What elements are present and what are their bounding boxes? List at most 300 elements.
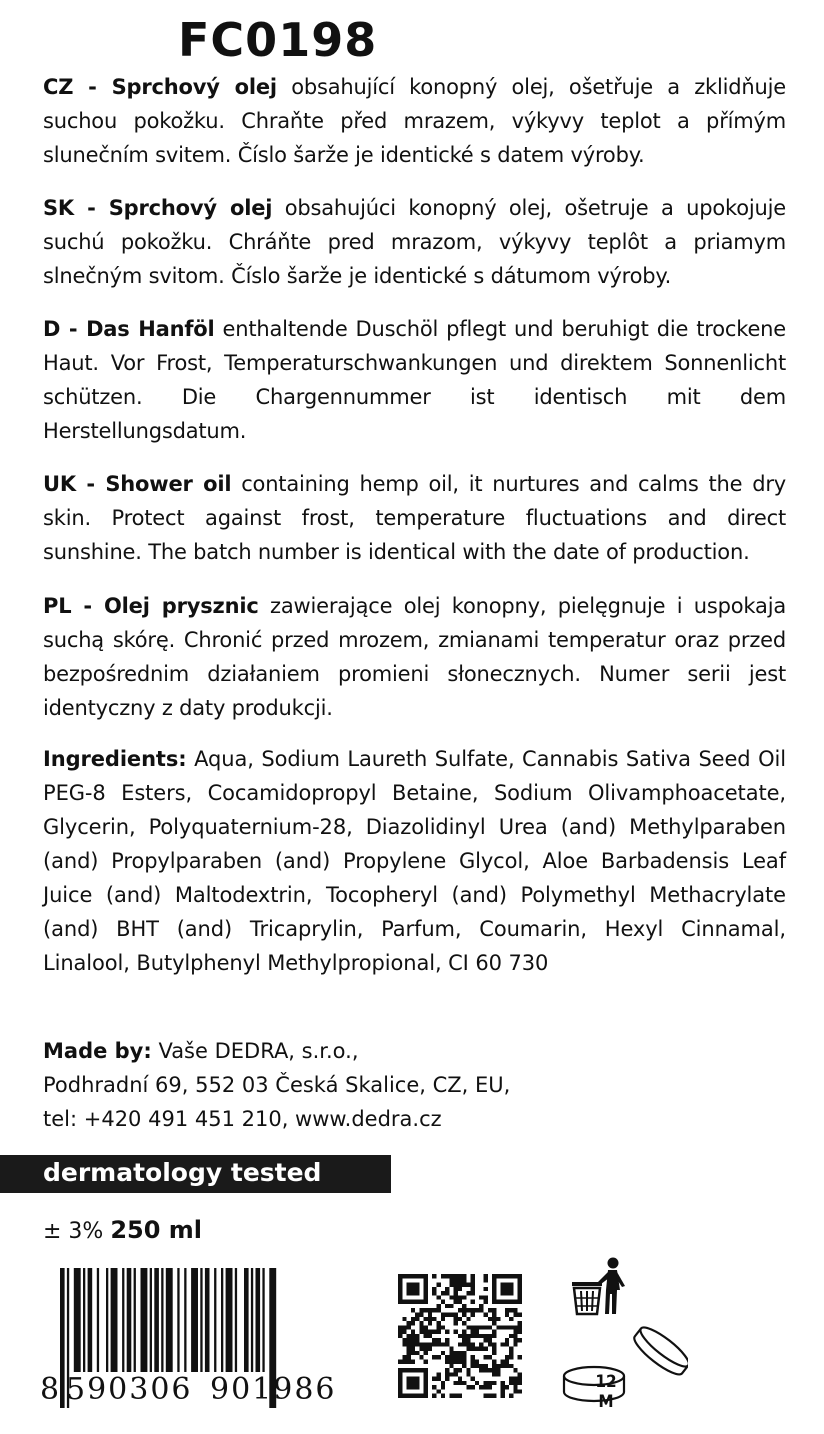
qr-module xyxy=(432,1342,436,1346)
barcode-bar xyxy=(106,1268,108,1372)
qr-finder-module xyxy=(424,1274,428,1278)
pao-label: 12 M xyxy=(595,1372,617,1412)
qr-module xyxy=(479,1334,483,1338)
qr-finder-module xyxy=(411,1300,415,1304)
qr-module xyxy=(454,1360,458,1364)
qr-module xyxy=(454,1312,458,1316)
qr-module xyxy=(466,1317,470,1321)
qr-module xyxy=(411,1360,415,1364)
qr-module xyxy=(509,1355,513,1359)
qr-module xyxy=(509,1334,513,1338)
qr-finder-module xyxy=(407,1291,411,1295)
qr-finder-module xyxy=(402,1300,406,1304)
qr-module xyxy=(518,1355,522,1359)
qr-module xyxy=(445,1342,449,1346)
qr-module xyxy=(484,1287,488,1291)
qr-finder-module xyxy=(518,1295,522,1299)
qr-module xyxy=(411,1334,415,1338)
qr-module xyxy=(441,1351,445,1355)
qr-finder-module xyxy=(424,1385,428,1389)
qr-finder-module xyxy=(402,1368,406,1372)
qr-module xyxy=(471,1325,475,1329)
qr-module xyxy=(513,1385,517,1389)
paragraph-sk xyxy=(43,191,786,293)
qr-module xyxy=(398,1325,402,1329)
qr-module xyxy=(496,1325,500,1329)
qr-module xyxy=(513,1330,517,1334)
barcode-bar xyxy=(74,1268,81,1372)
paragraph-uk-text: containing hemp oil, it nurtures and calms the dry skin. Protect against frost, temperature fluctuations and direct sunshine. The batch number is identical with the date of production. xyxy=(43,472,786,564)
qr-finder-module xyxy=(424,1368,428,1372)
qr-module xyxy=(436,1389,440,1393)
qr-module xyxy=(492,1394,496,1398)
qr-module xyxy=(492,1351,496,1355)
qr-module xyxy=(458,1368,462,1372)
qr-finder-module xyxy=(424,1381,428,1385)
qr-finder-module xyxy=(411,1274,415,1278)
qr-module xyxy=(492,1312,496,1316)
barcode-bar xyxy=(244,1268,249,1372)
qr-finder-module xyxy=(492,1283,496,1287)
qr-module xyxy=(513,1368,517,1372)
qr-module xyxy=(492,1368,496,1372)
qr-module xyxy=(436,1295,440,1299)
qr-module xyxy=(449,1274,453,1278)
qr-module xyxy=(518,1325,522,1329)
qr-module xyxy=(466,1283,470,1287)
qr-module xyxy=(407,1321,411,1325)
qr-module xyxy=(428,1347,432,1351)
qr-module xyxy=(454,1295,458,1299)
qr-module xyxy=(436,1330,440,1334)
paragraph-pl-lead: PL - Olej prysznic xyxy=(43,594,259,618)
qr-finder-module xyxy=(407,1381,411,1385)
qr-finder-module xyxy=(407,1394,411,1398)
qr-module xyxy=(454,1291,458,1295)
qr-module xyxy=(513,1342,517,1346)
qr-module xyxy=(428,1342,432,1346)
volume-line xyxy=(43,1212,202,1250)
qr-finder-module xyxy=(419,1394,423,1398)
qr-module xyxy=(471,1291,475,1295)
qr-finder-module xyxy=(415,1291,419,1295)
product-code: FC0198 xyxy=(178,13,378,67)
qr-module xyxy=(458,1394,462,1398)
qr-module xyxy=(471,1347,475,1351)
qr-module xyxy=(407,1360,411,1364)
qr-module xyxy=(471,1283,475,1287)
qr-module xyxy=(488,1394,492,1398)
qr-module xyxy=(462,1355,466,1359)
qr-module xyxy=(475,1308,479,1312)
qr-module xyxy=(501,1394,505,1398)
qr-module xyxy=(513,1312,517,1316)
qr-finder-module xyxy=(411,1381,415,1385)
qr-module xyxy=(432,1355,436,1359)
qr-module xyxy=(505,1308,509,1312)
qr-module xyxy=(415,1312,419,1316)
qr-finder-module xyxy=(398,1295,402,1299)
qr-finder-module xyxy=(501,1274,505,1278)
manufacturer-lead: Made by: xyxy=(43,1039,152,1063)
qr-finder-module xyxy=(407,1283,411,1287)
qr-module xyxy=(505,1355,509,1359)
dermatology-badge-text: dermatology tested xyxy=(43,1158,322,1187)
barcode-bar xyxy=(251,1268,253,1372)
paragraph-cz xyxy=(43,70,786,172)
qr-module xyxy=(415,1342,419,1346)
qr-module xyxy=(432,1377,436,1381)
qr-finder-module xyxy=(398,1291,402,1295)
barcode-bar xyxy=(83,1268,85,1372)
qr-module xyxy=(475,1360,479,1364)
qr-finder-module xyxy=(407,1274,411,1278)
qr-module xyxy=(505,1325,509,1329)
qr-module xyxy=(411,1308,415,1312)
qr-module xyxy=(441,1385,445,1389)
qr-module xyxy=(496,1364,500,1368)
barcode-first-digit: 8 xyxy=(40,1372,62,1407)
qr-module xyxy=(462,1351,466,1355)
qr-module xyxy=(462,1360,466,1364)
qr-module xyxy=(415,1338,419,1342)
qr-module xyxy=(475,1364,479,1368)
qr-module xyxy=(466,1325,470,1329)
qr-finder-module xyxy=(492,1287,496,1291)
qr-module xyxy=(492,1330,496,1334)
qr-module xyxy=(505,1312,509,1316)
qr-module xyxy=(492,1381,496,1385)
qr-module xyxy=(402,1338,406,1342)
qr-module xyxy=(492,1347,496,1351)
qr-module xyxy=(505,1338,509,1342)
qr-module xyxy=(454,1368,458,1372)
qr-finder-module xyxy=(509,1291,513,1295)
qr-module xyxy=(441,1342,445,1346)
qr-module xyxy=(488,1342,492,1346)
qr-finder-module xyxy=(415,1385,419,1389)
paragraph-uk xyxy=(43,467,786,569)
qr-module xyxy=(419,1312,423,1316)
qr-module xyxy=(454,1317,458,1321)
qr-module xyxy=(436,1355,440,1359)
qr-module xyxy=(441,1274,445,1278)
qr-module xyxy=(411,1338,415,1342)
qr-module xyxy=(479,1304,483,1308)
qr-finder-module xyxy=(424,1394,428,1398)
qr-module xyxy=(445,1304,449,1308)
barcode-bar xyxy=(226,1268,233,1372)
qr-finder-module xyxy=(407,1300,411,1304)
qr-module xyxy=(419,1342,423,1346)
qr-module xyxy=(484,1334,488,1338)
qr-module xyxy=(449,1312,453,1316)
qr-module xyxy=(471,1342,475,1346)
qr-module xyxy=(505,1364,509,1368)
qr-finder-module xyxy=(518,1283,522,1287)
qr-module xyxy=(445,1368,449,1372)
qr-finder-module xyxy=(415,1368,419,1372)
qr-module xyxy=(501,1364,505,1368)
qr-module xyxy=(441,1394,445,1398)
qr-module xyxy=(411,1321,415,1325)
qr-module xyxy=(428,1308,432,1312)
qr-module xyxy=(458,1351,462,1355)
qr-finder-module xyxy=(424,1287,428,1291)
qr-finder-module xyxy=(402,1394,406,1398)
qr-module xyxy=(479,1347,483,1351)
qr-finder-module xyxy=(501,1283,505,1287)
qr-module xyxy=(462,1274,466,1278)
qr-finder-module xyxy=(496,1274,500,1278)
qr-finder-module xyxy=(501,1287,505,1291)
qr-finder-module xyxy=(398,1372,402,1376)
tidy-man-bin-icon xyxy=(570,1256,630,1318)
qr-finder-module xyxy=(505,1300,509,1304)
qr-finder-module xyxy=(501,1291,505,1295)
qr-finder-module xyxy=(415,1381,419,1385)
qr-finder-module xyxy=(398,1274,402,1278)
qr-module xyxy=(484,1347,488,1351)
qr-module xyxy=(458,1283,462,1287)
ingredients-text: Aqua, Sodium Laureth Sulfate, Cannabis Sativa Seed Oil PEG-8 Esters, Cocamidopropyl Betaine, Sodium Olivamphoacetate, Glycerin, Polyquaternium-28, Diazolidinyl Urea (and) Methylparaben (and) Propylparaben (and) Propylene Glycol, Aloe Barbadensis Leaf Juice (and) Maltodextrin, Tocopheryl (and) Polymethyl Methacrylate (and) BHT (and) Tricaprylin, Parfum, Coumarin, Hexyl Cinnamal, Linalool, Butylphenyl Methylpropional, CI 60 730 xyxy=(43,747,786,975)
qr-module xyxy=(419,1321,423,1325)
qr-finder-module xyxy=(505,1291,509,1295)
qr-module xyxy=(509,1351,513,1355)
qr-module xyxy=(492,1317,496,1321)
qr-module xyxy=(492,1334,496,1338)
qr-finder-module xyxy=(509,1300,513,1304)
qr-finder-module xyxy=(419,1368,423,1372)
qr-finder-module xyxy=(407,1377,411,1381)
qr-module xyxy=(432,1385,436,1389)
barcode-bar xyxy=(177,1268,179,1372)
qr-module xyxy=(454,1372,458,1376)
qr-module xyxy=(458,1317,462,1321)
qr-module xyxy=(462,1330,466,1334)
qr-module xyxy=(471,1377,475,1381)
qr-module xyxy=(398,1360,402,1364)
qr-module xyxy=(449,1394,453,1398)
qr-finder-module xyxy=(415,1394,419,1398)
qr-module xyxy=(445,1360,449,1364)
qr-finder-module xyxy=(501,1300,505,1304)
qr-module xyxy=(484,1300,488,1304)
qr-module xyxy=(458,1295,462,1299)
qr-module xyxy=(449,1347,453,1351)
qr-finder-module xyxy=(407,1368,411,1372)
barcode-bar xyxy=(97,1268,99,1372)
barcode-bar xyxy=(111,1268,118,1372)
qr-finder-module xyxy=(398,1368,402,1372)
qr-module xyxy=(492,1308,496,1312)
qr-finder-module xyxy=(411,1385,415,1389)
qr-module xyxy=(488,1334,492,1338)
barcode-bar xyxy=(205,1268,210,1372)
barcode-bar xyxy=(221,1268,223,1372)
qr-module xyxy=(471,1385,475,1389)
qr-module xyxy=(454,1330,458,1334)
qr-module xyxy=(454,1381,458,1385)
qr-module xyxy=(466,1308,470,1312)
qr-module xyxy=(445,1287,449,1291)
qr-module xyxy=(466,1347,470,1351)
qr-module xyxy=(428,1321,432,1325)
qr-module xyxy=(462,1304,466,1308)
qr-module xyxy=(424,1330,428,1334)
qr-module xyxy=(518,1377,522,1381)
qr-module xyxy=(484,1338,488,1342)
qr-module xyxy=(488,1381,492,1385)
qr-module xyxy=(458,1300,462,1304)
qr-finder-module xyxy=(398,1389,402,1393)
qr-module xyxy=(484,1364,488,1368)
qr-finder-module xyxy=(518,1291,522,1295)
qr-module xyxy=(484,1385,488,1389)
qr-finder-module xyxy=(513,1274,517,1278)
qr-finder-module xyxy=(424,1291,428,1295)
qr-module xyxy=(419,1308,423,1312)
qr-module xyxy=(492,1372,496,1376)
qr-module xyxy=(419,1330,423,1334)
qr-module xyxy=(419,1355,423,1359)
qr-module xyxy=(475,1334,479,1338)
qr-module xyxy=(513,1377,517,1381)
qr-module xyxy=(518,1330,522,1334)
qr-module xyxy=(445,1355,449,1359)
barcode-bar xyxy=(122,1268,124,1372)
qr-module xyxy=(518,1312,522,1316)
manufacturer-name: Vaše DEDRA, s.r.o., xyxy=(151,1039,359,1063)
qr-finder-module xyxy=(509,1283,513,1287)
qr-module xyxy=(424,1351,428,1355)
paragraph-de-lead: D - Das Hanföl xyxy=(43,317,215,341)
qr-module xyxy=(441,1300,445,1304)
qr-module xyxy=(458,1278,462,1282)
qr-module xyxy=(466,1372,470,1376)
qr-module xyxy=(445,1338,449,1342)
qr-module xyxy=(513,1389,517,1393)
qr-module xyxy=(454,1394,458,1398)
qr-finder-module xyxy=(407,1385,411,1389)
qr-module xyxy=(436,1283,440,1287)
qr-module xyxy=(458,1377,462,1381)
paragraph-de-text: enthaltende Duschöl pflegt und beruhigt die trockene Haut. Vor Frost, Temperaturschwankungen und direktem Sonnenlicht schützen. Die Chargennummer ist identisch mit dem Herstellungsdatum. xyxy=(43,317,787,443)
qr-module xyxy=(462,1364,466,1368)
qr-module xyxy=(407,1334,411,1338)
qr-finder-module xyxy=(424,1283,428,1287)
qr-module xyxy=(509,1364,513,1368)
qr-module xyxy=(454,1283,458,1287)
qr-finder-module xyxy=(492,1295,496,1299)
qr-module xyxy=(484,1368,488,1372)
qr-finder-module xyxy=(419,1300,423,1304)
barcode-bar xyxy=(256,1268,261,1372)
qr-module xyxy=(496,1372,500,1376)
qr-module xyxy=(484,1312,488,1316)
qr-module xyxy=(407,1325,411,1329)
qr-module xyxy=(471,1364,475,1368)
qr-module xyxy=(428,1317,432,1321)
qr-module xyxy=(428,1330,432,1334)
qr-module xyxy=(432,1338,436,1342)
qr-module xyxy=(505,1385,509,1389)
qr-module xyxy=(445,1377,449,1381)
qr-module xyxy=(509,1377,513,1381)
qr-module xyxy=(458,1381,462,1385)
qr-module xyxy=(432,1274,436,1278)
qr-module xyxy=(407,1351,411,1355)
paragraph-uk-lead: UK - Shower oil xyxy=(43,472,232,496)
qr-module xyxy=(398,1334,402,1338)
qr-module xyxy=(436,1325,440,1329)
qr-finder-module xyxy=(492,1291,496,1295)
qr-module xyxy=(436,1342,440,1346)
qr-module xyxy=(436,1372,440,1376)
qr-finder-module xyxy=(419,1274,423,1278)
qr-module xyxy=(518,1389,522,1393)
qr-module xyxy=(454,1300,458,1304)
qr-module xyxy=(436,1308,440,1312)
qr-module xyxy=(441,1291,445,1295)
qr-module xyxy=(475,1330,479,1334)
qr-finder-module xyxy=(496,1300,500,1304)
qr-finder-module xyxy=(398,1394,402,1398)
barcode-bar xyxy=(184,1268,186,1372)
qr-module xyxy=(419,1325,423,1329)
qr-module xyxy=(479,1364,483,1368)
qr-module xyxy=(449,1304,453,1308)
barcode-bar xyxy=(161,1268,163,1372)
qr-module xyxy=(415,1317,419,1321)
volume-amount: 250 ml xyxy=(110,1216,203,1244)
qr-module xyxy=(449,1295,453,1299)
qr-module xyxy=(445,1312,449,1316)
ingredients-paragraph xyxy=(43,742,786,980)
qr-module xyxy=(436,1338,440,1342)
barcode-bar xyxy=(154,1268,159,1372)
qr-module xyxy=(492,1321,496,1325)
qr-finder-module xyxy=(424,1372,428,1376)
qr-module xyxy=(432,1291,436,1295)
qr-module xyxy=(411,1330,415,1334)
qr-finder-module xyxy=(398,1385,402,1389)
qr-module xyxy=(402,1317,406,1321)
paragraph-cz-text: obsahující konopný olej, ošetřuje a zklidňuje suchou pokožku. Chraňte před mrazem, výkyvy teplot a přímým slunečním svitem. Číslo šarže je identické s datem výroby. xyxy=(43,75,786,167)
qr-module xyxy=(424,1325,428,1329)
paragraph-sk-text: obsahujúci konopný olej, ošetruje a upokojuje suchú pokožku. Chráňte pred mrazom, výkyvy teplôt a priamym slnečným svitom. Číslo šarže je identické s dátumom výroby. xyxy=(43,196,786,288)
qr-module xyxy=(411,1342,415,1346)
qr-finder-module xyxy=(505,1274,509,1278)
qr-module xyxy=(458,1355,462,1359)
qr-module xyxy=(441,1312,445,1316)
qr-module xyxy=(488,1317,492,1321)
qr-finder-module xyxy=(398,1300,402,1304)
qr-module xyxy=(518,1338,522,1342)
qr-module xyxy=(402,1325,406,1329)
qr-module xyxy=(449,1364,453,1368)
qr-module xyxy=(509,1381,513,1385)
qr-module xyxy=(462,1308,466,1312)
qr-module xyxy=(424,1334,428,1338)
qr-finder-module xyxy=(415,1283,419,1287)
qr-finder-module xyxy=(411,1287,415,1291)
qr-finder-module xyxy=(398,1278,402,1282)
qr-module xyxy=(436,1377,440,1381)
barcode-bar xyxy=(134,1268,136,1372)
qr-module xyxy=(432,1394,436,1398)
barcode-bar xyxy=(191,1268,198,1372)
